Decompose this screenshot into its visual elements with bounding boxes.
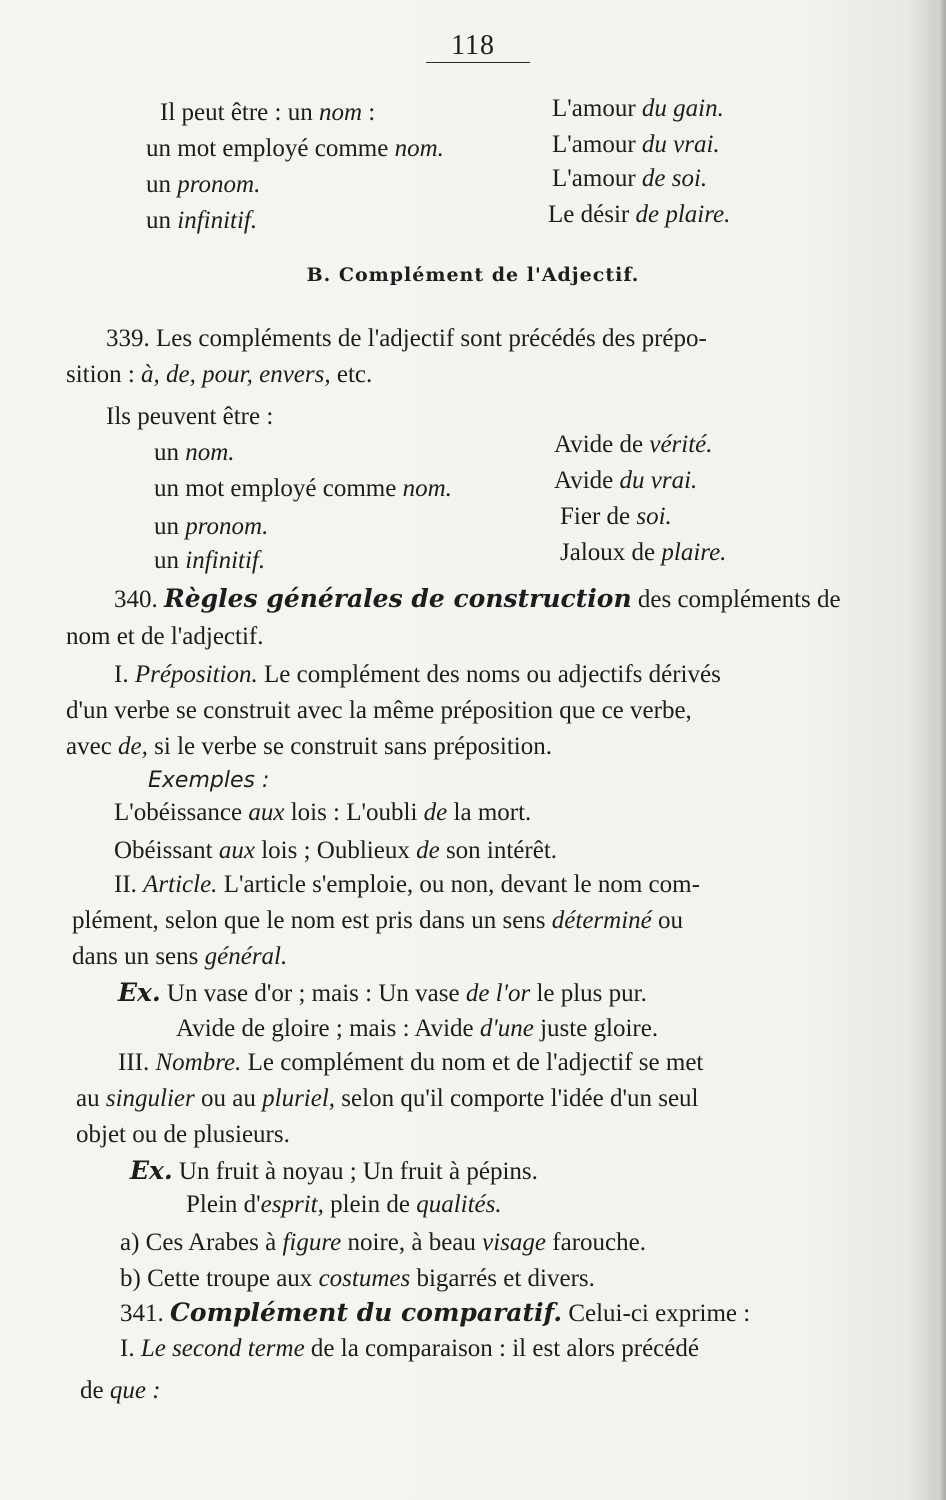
rule-iii-line-1: III. Nombre. Le complément du nom et de l'adjectif se met	[118, 1049, 704, 1076]
rule-ii-line-1: II. Article. L'article s'emploie, ou non, devant le nom com-	[114, 871, 700, 898]
section-b-label-3: un pronom.	[154, 513, 269, 540]
section-a-example-1: L'amour du gain.	[552, 95, 724, 122]
rule-iii-line-3: objet ou de plusieurs.	[76, 1121, 290, 1148]
section-a-label-1: Il peut être : un nom :	[160, 99, 376, 126]
rule-iii-example-1: Ex. Un fruit à noyau ; Un fruit à pépins.	[130, 1156, 538, 1185]
rule-ii-line-2: plément, selon que le nom est pris dans un sens déterminé ou	[72, 907, 684, 934]
section-b-example-2: Avide du vrai.	[554, 467, 698, 494]
rule-ii-line-3: dans un sens général.	[72, 943, 288, 970]
section-heading: B. Complément de l'Adjectif.	[306, 264, 640, 286]
paragraph-341-line-2: de que :	[80, 1377, 161, 1404]
paragraph-339-line-1: 339. Les compléments de l'adjectif sont précédés des prépo-	[106, 325, 707, 352]
section-a-label-4: un infinitif.	[146, 207, 258, 234]
rule-iii-example-a: a) Ces Arabes à figure noire, à beau visage farouche.	[120, 1229, 646, 1256]
section-a-label-3: un pronom.	[146, 171, 261, 198]
rule-ii-example-2: Avide de gloire ; mais : Avide d'une juste gloire.	[176, 1015, 659, 1042]
paragraph-341-line-1: I. Le second terme de la comparaison : il est alors précédé	[120, 1335, 699, 1362]
paragraph-339-intro: Ils peuvent être :	[106, 403, 274, 430]
page-number: 118	[451, 30, 495, 61]
section-a-example-3: L'amour de soi.	[552, 165, 708, 192]
examples-label: Exemples :	[148, 768, 270, 793]
paragraph-340-title-line: 340. Règles générales de construction des compléments de	[114, 584, 841, 613]
section-b-example-4: Jaloux de plaire.	[560, 539, 727, 566]
paragraph-340-line-2: nom et de l'adjectif.	[66, 623, 264, 650]
rule-i-line-1: I. Préposition. Le complément des noms ou adjectifs dérivés	[114, 661, 721, 688]
rule-ii-example-1: Ex. Un vase d'or ; mais : Un vase de l'or le plus pur.	[118, 978, 647, 1007]
rule-iii-example-2: Plein d'esprit, plein de qualités.	[186, 1191, 502, 1218]
rule-i-line-2: d'un verbe se construit avec la même préposition que ce verbe,	[66, 697, 692, 724]
section-a-example-4: Le désir de plaire.	[548, 201, 731, 228]
section-b-label-4: un infinitif.	[154, 547, 266, 574]
section-b-example-1: Avide de vérité.	[554, 431, 713, 458]
section-a-label-2: un mot employé comme nom.	[146, 135, 444, 162]
section-b-label-1: un nom.	[154, 439, 235, 466]
section-a-example-2: L'amour du vrai.	[552, 131, 720, 158]
paragraph-341-title-line: 341. Complément du comparatif. Celui-ci exprime :	[120, 1298, 751, 1327]
section-b-label-2: un mot employé comme nom.	[154, 475, 452, 502]
paragraph-339-line-2: sition : à, de, pour, envers, etc.	[66, 361, 373, 388]
page-number-rule	[426, 62, 530, 63]
rule-iii-line-2: au singulier ou au pluriel, selon qu'il comporte l'idée d'un seul	[76, 1085, 699, 1112]
book-spine-shadow	[938, 0, 946, 1500]
rule-iii-example-b: b) Cette troupe aux costumes bigarrés et divers.	[120, 1265, 595, 1292]
example-line-1: L'obéissance aux lois : L'oubli de la mort.	[114, 799, 532, 826]
section-b-example-3: Fier de soi.	[560, 503, 672, 530]
example-line-2: Obéissant aux lois ; Oublieux de son intérêt.	[114, 837, 558, 864]
rule-i-line-3: avec de, si le verbe se construit sans préposition.	[66, 733, 552, 760]
